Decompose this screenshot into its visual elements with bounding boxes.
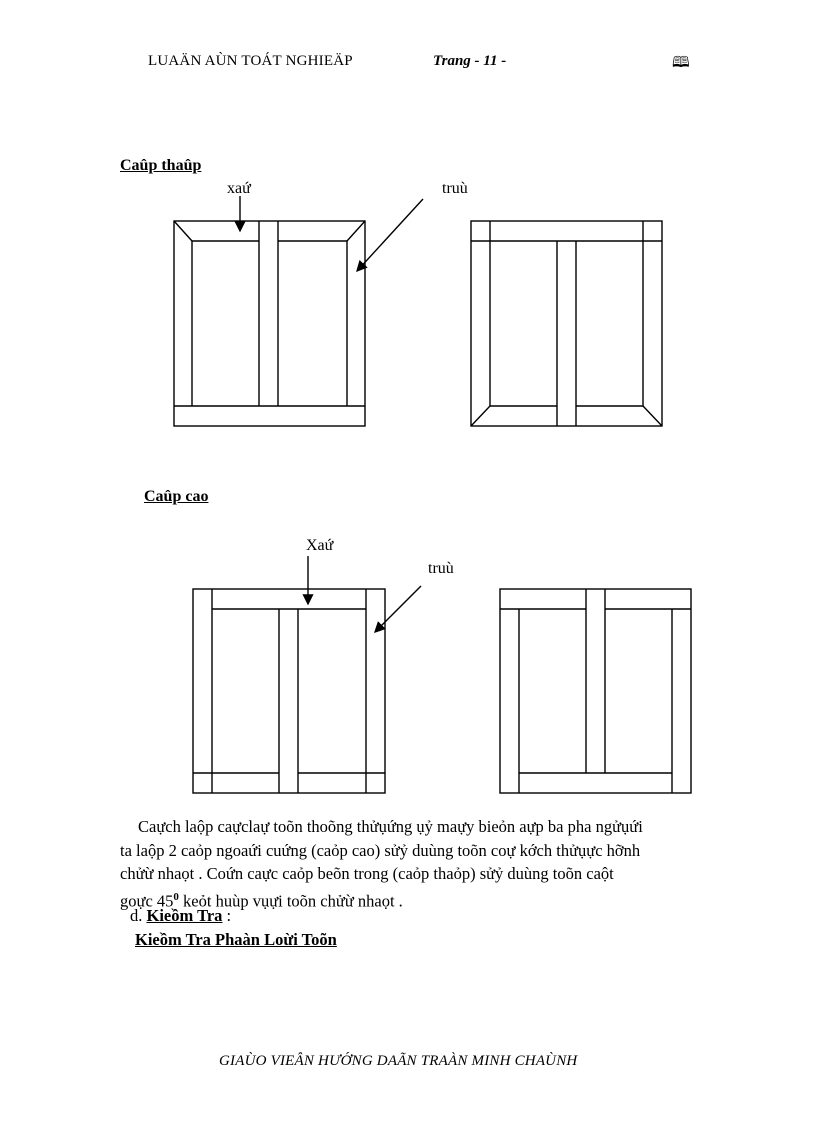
label-yoke-1: xaứ bbox=[227, 180, 251, 197]
core-diagram-high-1 bbox=[193, 556, 421, 793]
paragraph-line: chửừ nhaọt . Coứn caực caỏp beõn trong (caỏp thaỏp) sửỷ duùng toõn caột bbox=[120, 864, 614, 883]
paragraph-text: keỏt huùp vụựi toõn chửừ nhaọt . bbox=[178, 891, 403, 910]
core-diagram-low-1 bbox=[174, 196, 423, 426]
paragraph-line: ta laộp 2 caỏp ngoaứi cuứng (caỏp cao) sửỷ duùng toõn coự kớch thửụực hỡnh bbox=[120, 840, 641, 860]
paragraph-line: Caựch laộp caựclaự toõn thoõng thửụứng ụỷ maựy bieỏn aựp ba pha ngửụứi bbox=[138, 817, 643, 836]
footer-advisor: GIAÙO VIEÂN HƯỚNG DAÃN TRAÀN MINH CHAÙNH bbox=[219, 1053, 578, 1069]
paragraph-text: goực 45 bbox=[120, 891, 174, 910]
core-diagram-low-2 bbox=[471, 221, 662, 426]
section-title-low-voltage: Caûp thaûp bbox=[120, 157, 202, 174]
header-title: LUAÄN AÙN TOÁT NGHIEÄP bbox=[148, 53, 353, 69]
page-number: Trang - 11 - bbox=[433, 53, 507, 69]
label-limb-1: truù bbox=[442, 180, 468, 197]
body-paragraph bbox=[120, 815, 730, 913]
open-book-icon: 🕮 bbox=[672, 55, 690, 71]
section-d-subtitle: Kieồm Tra Phaàn Loừi Toõn bbox=[135, 930, 337, 949]
core-diagram-high-2 bbox=[500, 589, 691, 793]
section-d-heading bbox=[130, 906, 231, 926]
label-yoke-2: Xaứ bbox=[306, 537, 334, 554]
section-title-high-voltage: Caûp cao bbox=[144, 488, 209, 505]
section-d-prefix: d. bbox=[130, 906, 147, 925]
label-limb-2: truù bbox=[428, 560, 454, 577]
section-d-suffix: : bbox=[222, 906, 232, 925]
section-d-title: Kieồm Tra bbox=[146, 906, 223, 925]
degree-superscript: 0 bbox=[173, 890, 179, 903]
